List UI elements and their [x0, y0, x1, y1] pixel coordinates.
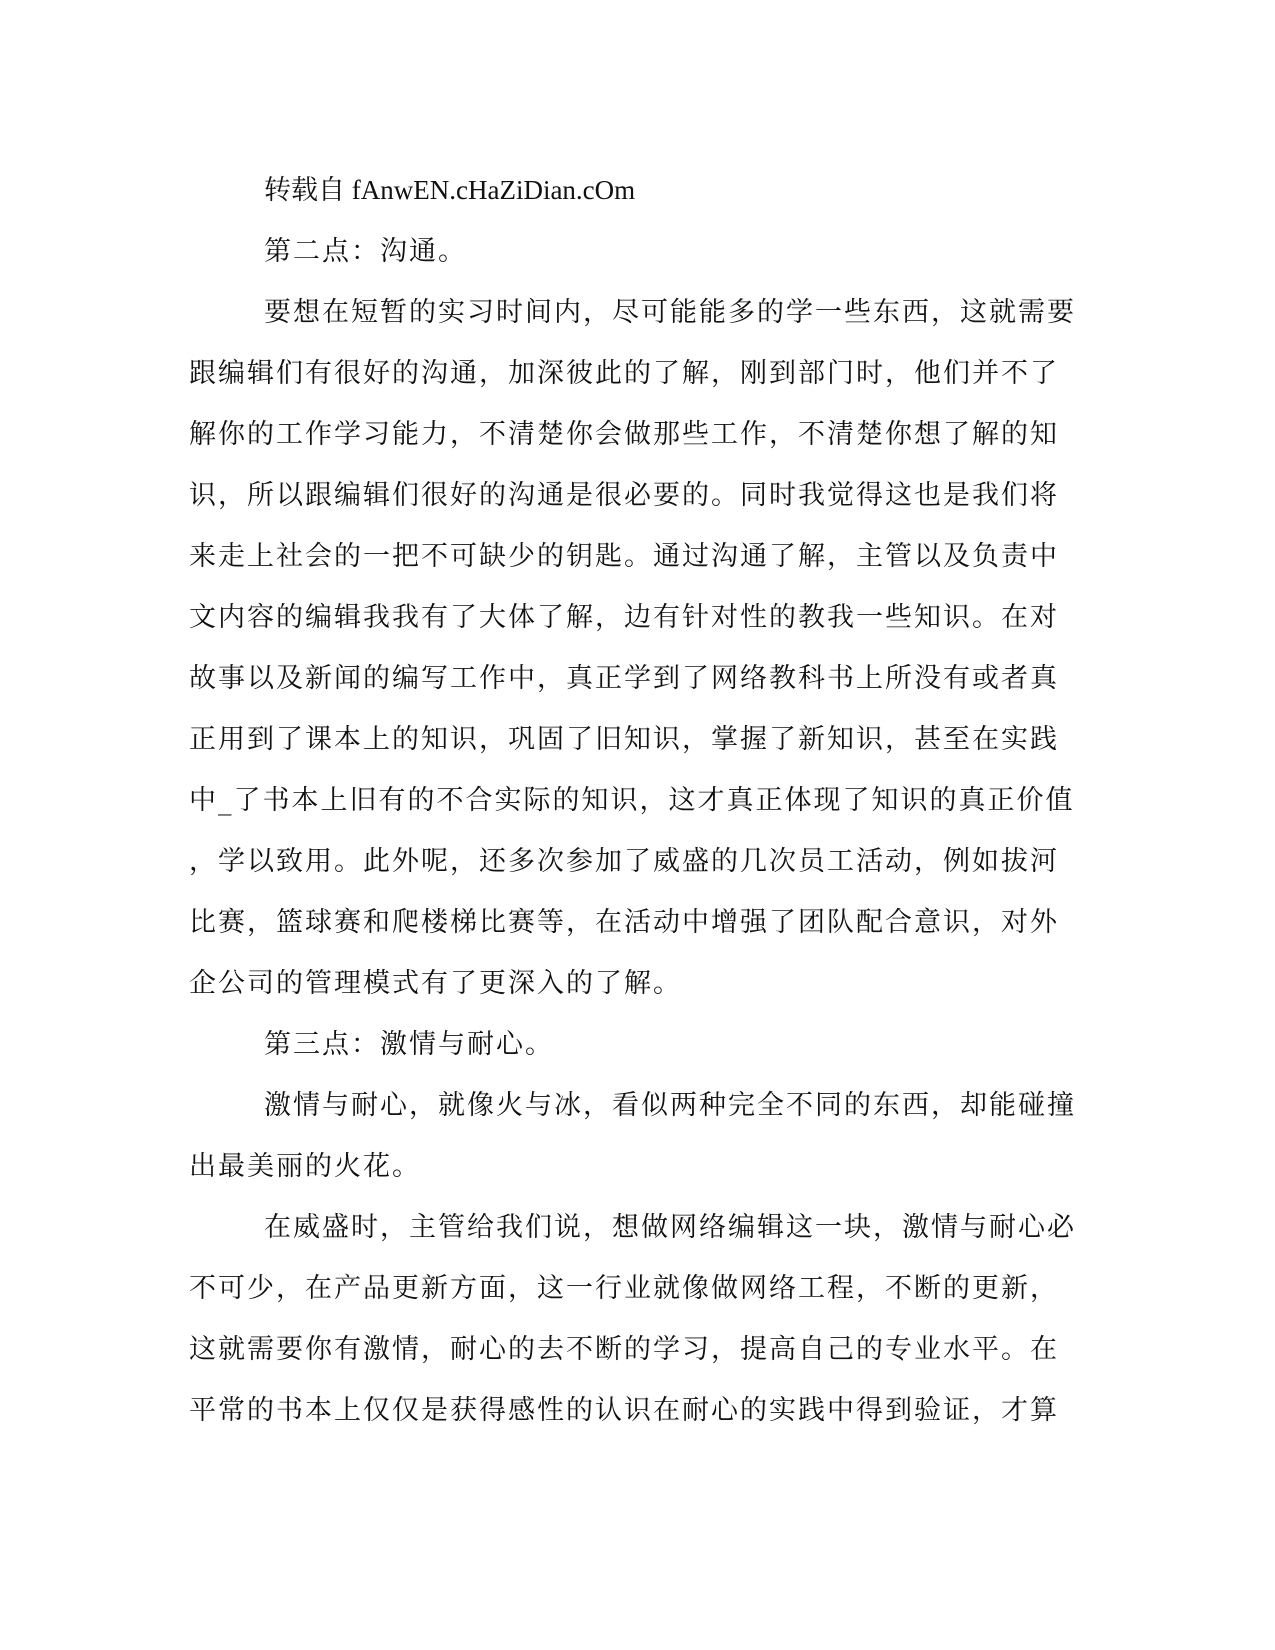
paragraph-line: 识，所以跟编辑们很好的沟通是很必要的。同时我觉得这也是我们将: [189, 480, 1059, 511]
paragraph-line: 文内容的编辑我我有了大体了解，边有针对性的教我一些知识。在对: [189, 602, 1059, 633]
paragraph-line: 企公司的管理模式有了更深入的了解。: [189, 968, 682, 999]
paragraph-line: 比赛，篮球赛和爬楼梯比赛等，在活动中增强了团队配合意识，对外: [189, 907, 1059, 938]
paragraph-line: 激情与耐心，就像火与冰，看似两种完全不同的东西，却能碰撞: [264, 1090, 1076, 1121]
paragraph-line: 出最美丽的火花。: [189, 1151, 421, 1182]
paragraph-line: 平常的书本上仅仅是获得感性的认识在耐心的实践中得到验证，才算: [189, 1395, 1059, 1426]
paragraph-line: 在威盛时，主管给我们说，想做网络编辑这一块，激情与耐心必: [264, 1212, 1076, 1243]
section-heading-communication: 第二点：沟通。: [264, 236, 467, 267]
section-heading-passion-patience: 第三点：激情与耐心。: [264, 1029, 554, 1060]
paragraph-line: 这就需要你有激情，耐心的去不断的学习，提高自己的专业水平。在: [189, 1334, 1059, 1365]
paragraph-line: 解你的工作学习能力，不清楚你会做那些工作，不清楚你想了解的知: [189, 419, 1059, 450]
source-note: 转载自 fAnwEN.cHaZiDian.cOm: [264, 175, 636, 205]
paragraph-line: 要想在短暂的实习时间内，尽可能能多的学一些东西，这就需要: [264, 297, 1076, 328]
paragraph-line: 不可少，在产品更新方面，这一行业就像做网络工程，不断的更新，: [189, 1273, 1059, 1304]
paragraph-line: 跟编辑们有很好的沟通，加深彼此的了解，刚到部门时，他们并不了: [189, 358, 1059, 389]
paragraph-line: ，学以致用。此外呢，还多次参加了威盛的几次员工活动，例如拔河: [189, 846, 1059, 877]
paragraph-line: 中_了书本上旧有的不合实际的知识，这才真正体现了知识的真正价值: [189, 785, 1075, 816]
communication-paragraph: [189, 282, 1074, 1014]
paragraph-line: 来走上社会的一把不可缺少的钥匙。通过沟通了解，主管以及负责中: [189, 541, 1059, 572]
document-body: [189, 160, 1074, 1441]
paragraph-line: 正用到了课本上的知识，巩固了旧知识，掌握了新知识，甚至在实践: [189, 724, 1059, 755]
paragraph-line: 故事以及新闻的编写工作中，真正学到了网络教科书上所没有或者真: [189, 663, 1059, 694]
passion-paragraph-2: [189, 1197, 1074, 1441]
passion-paragraph-1: [189, 1075, 1074, 1197]
